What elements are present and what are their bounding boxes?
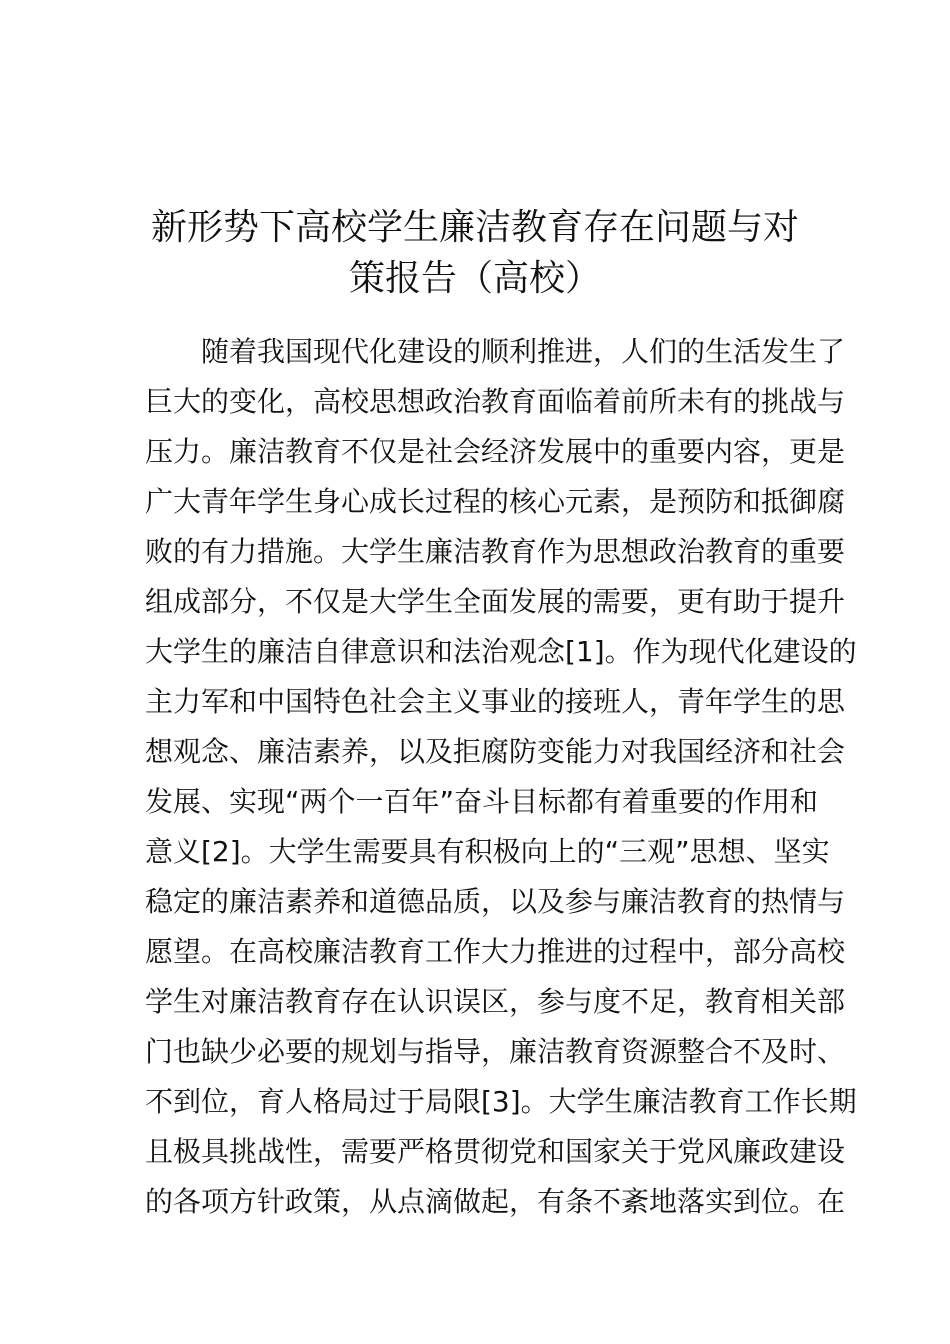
paragraph-line: 组成部分，不仅是大学生全面发展的需要，更有助于提升 <box>145 585 846 618</box>
paragraph-line: 的各项方针政策，从点滴做起，有条不紊地落实到位。在 <box>145 1185 846 1218</box>
paragraph-line: 广大青年学生身心成长过程的核心元素，是预防和抵御腐 <box>145 485 846 518</box>
paragraph-line: 意义[2]。大学生需要具有积极向上的“三观”思想、坚实 <box>145 835 830 868</box>
paragraph-line: 想观念、廉洁素养，以及拒腐防变能力对我国经济和社会 <box>145 735 846 768</box>
paragraph-line: 巨大的变化，高校思想政治教育面临着前所未有的挑战与 <box>145 385 846 418</box>
paragraph-line: 随着我国现代化建设的顺利推进，人们的生活发生了 <box>201 335 846 368</box>
title-line: 新形势下高校学生廉洁教育存在问题与对 <box>150 207 799 249</box>
paragraph-line: 且极具挑战性，需要严格贯彻党和国家关于党风廉政建设 <box>145 1135 846 1168</box>
paragraph-line: 愿望。在高校廉洁教育工作大力推进的过程中，部分高校 <box>145 935 846 968</box>
paragraph-line: 门也缺少必要的规划与指导，廉洁教育资源整合不及时、 <box>145 1035 846 1068</box>
paragraph-line: 稳定的廉洁素养和道德品质，以及参与廉洁教育的热情与 <box>145 885 846 918</box>
paragraph-line: 发展、实现“两个一百年”奋斗目标都有着重要的作用和 <box>145 785 819 818</box>
paragraph-line: 压力。廉洁教育不仅是社会经济发展中的重要内容，更是 <box>145 435 846 468</box>
title-line: 策报告（高校） <box>348 258 601 300</box>
body-paragraph <box>145 327 857 1227</box>
paragraph-line: 败的有力措施。大学生廉洁教育作为思想政治教育的重要 <box>145 535 846 568</box>
paragraph-line: 大学生的廉洁自律意识和法治观念[1]。作为现代化建设的 <box>145 635 857 668</box>
paragraph-line: 主力军和中国特色社会主义事业的接班人，青年学生的思 <box>145 685 846 718</box>
paragraph-line: 学生对廉洁教育存在认识误区，参与度不足，教育相关部 <box>145 985 846 1018</box>
document-title <box>140 202 810 304</box>
paragraph-line: 不到位，育人格局过于局限[3]。大学生廉洁教育工作长期 <box>145 1085 857 1118</box>
